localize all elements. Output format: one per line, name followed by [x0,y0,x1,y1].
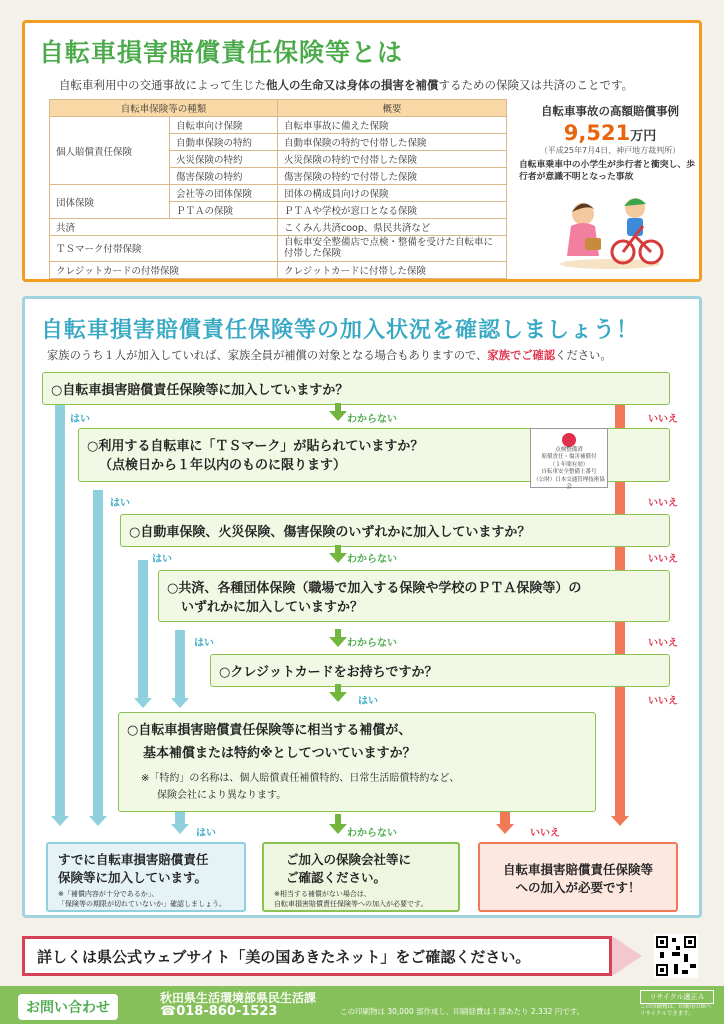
question-2-note: （点検日から１年以内のものに限ります） [99,458,347,473]
no-label: いいえ [648,696,678,707]
result-need-insurance: 自転車損害賠償責任保険等 への加入が必要です！ [478,842,678,912]
question-3: ○自動車保険、火災保険、傷害保険のいずれかに加入していますか？ [120,514,670,547]
unknown-label: わからない [347,554,397,565]
question-6-text-2: 基本補償または特約※としてついていますか？ [143,746,416,761]
arrow-right-icon [612,936,642,976]
table-row: 団体保険 会社等の団体保険 団体の構成員向けの保険 [50,185,507,202]
question-2-text: ○利用する自転車に「ＴＳマーク」が貼られていますか？ [87,439,424,454]
yes-label: はい [110,498,130,509]
table-header-summary: 概要 [278,100,507,117]
recycle-mark: リサイクル適正Ａ [640,990,714,1004]
arrow-down-icon [51,816,69,826]
print-info: この印刷物は 30,000 部作成し、印刷経費は１部あたり 2.332 円です。 [340,1007,585,1016]
question-6-note-2: 保険会社により異なります。 [157,790,287,801]
section1-title: 自転車損害賠償責任保険等とは [39,38,404,67]
table-row: ＴＳマーク付帯保険 自転車安全整備店で点検・整備を受けた自転車に付帯した保険 [50,236,507,262]
no-label: いいえ [648,554,678,565]
unknown-flow-line [335,629,341,637]
unknown-flow-line [335,545,341,553]
table-row: ＰＴＡの保険 ＰＴＡや学校が窓口となる保険 [50,202,507,219]
bicycle-accident-illustration [555,190,665,270]
table-header-type: 自転車保険等の種類 [50,100,278,117]
no-label: いいえ [530,828,560,839]
yes-flow-line [55,398,65,818]
arrow-down-icon [611,816,629,826]
no-label: いいえ [648,414,678,425]
question-6-text: ○自転車損害賠償責任保険等に相当する補償が、 [127,723,412,738]
case-title: 自転車事故の高額賠償事例 [541,104,679,118]
high-compensation-case [519,103,701,270]
ts-mark-sticker: 点検整備済 賠償責任・傷害補償付 （１年間有効） 自転車安全整備士番号 （公財）日本交通管理技術協会 [530,428,608,488]
qr-code-icon[interactable] [654,934,698,978]
arrow-down-icon [89,816,107,826]
section1-lead: 自転車利用中の交通事故によって生じた他人の生命又は身体の損害を補償するための保険又は共済のことです。 [59,78,634,92]
phone-icon: ☎ [160,1004,177,1019]
insurance-definition-section [22,20,702,282]
unknown-label: わからない [347,414,397,425]
arrow-down-icon [329,637,347,647]
case-amount: 9,521万円 [563,121,657,145]
case-description: 自転車乗車中の小学生が歩行者と衝突し、歩行者が意識不明となった事故 [519,160,695,182]
contact-label: お問い合わせ [18,994,118,1020]
table-row: 自動車保険の特約 自動車保険の特約で付帯した保険 [50,134,507,151]
unknown-label: わからない [347,638,397,649]
no-label: いいえ [648,498,678,509]
arrow-down-icon [329,692,347,702]
yes-flow-line [93,490,103,818]
yes-flow-line [335,684,341,692]
arrow-down-icon [171,698,189,708]
case-court-note: （平成25年7月4日、神戸地方裁判所） [539,146,681,155]
arrow-down-icon [329,553,347,563]
yes-flow-line [138,560,148,700]
unknown-flow-line [335,403,341,411]
yes-label: はい [194,638,214,649]
table-row: 火災保険の特約 火災保険の特約で付帯した保険 [50,151,507,168]
arrow-down-icon [329,411,347,421]
arrow-down-icon [134,698,152,708]
yes-label: はい [152,554,172,565]
question-6 [118,712,596,812]
section2-lead: 家族のうち１人が加入していれば、家族全員が補償の対象となる場合もありますので、家族でご確認ください。 [47,349,612,362]
department-name: 秋田県生活環境部県民生活課 [160,991,317,1005]
table-row: 共済 こくみん共済coop、県民共済など [50,219,507,236]
ts-logo-icon [562,433,576,447]
question-5: ○クレジットカードをお持ちですか？ [210,654,670,687]
yes-flow-line [175,630,185,700]
result-ask-insurer: ご加入の保険会社等に ご確認ください。 ※相当する補償がない場合は、 自転車損害賠償責任保険等への加入が必要です。 [262,842,460,912]
yes-label: はい [70,414,90,425]
table-row: 個人賠償責任保険 自転車向け保険 自転車事故に備えた保険 [50,117,507,134]
section2-title: 自転車損害賠償責任保険等の加入状況を確認しましょう！ [41,318,640,343]
result-already-insured: すでに自転車損害賠償責任 保険等に加入しています。 ※「補償内容が十分であるか」、 「保険等の期限が切れていないか」確認しましょう。 [46,842,246,912]
question-6-note: ※「特約」の名称は、個人賠償責任補償特約、日常生活賠償特約など、 [141,773,460,784]
unknown-label: わからない [347,828,397,839]
question-4-text: ○共済、各種団体保険（職場で加入する保険や学校のＰＴＡ保険等）の [167,581,582,596]
no-label: いいえ [648,638,678,649]
insurance-types-table [49,99,507,279]
yes-label: はい [196,828,216,839]
arrow-down-icon [496,824,514,834]
yes-label: はい [358,696,378,707]
question-4-text-2: いずれかに加入していますか？ [181,600,364,615]
table-row: 傷害保険の特約 傷害保険の特約で付帯した保険 [50,168,507,185]
website-notice[interactable]: 詳しくは県公式ウェブサイト「美の国あきたネット」をご確認ください。 [22,936,612,976]
unknown-flow-line [335,814,341,824]
phone-number[interactable]: ☎018-860-1523 [160,1004,278,1019]
recycle-note: この印刷物は、印刷用の紙へリサイクルできます。 [640,1004,712,1017]
table-row: クレジットカードの付帯保険 クレジットカードに付帯した保険 [50,261,507,278]
question-4 [158,570,670,622]
question-1: ○自転車損害賠償責任保険等に加入していますか？ [42,372,670,405]
contact-bar [0,986,724,1024]
arrow-down-icon [171,824,189,834]
arrow-down-icon [329,824,347,834]
